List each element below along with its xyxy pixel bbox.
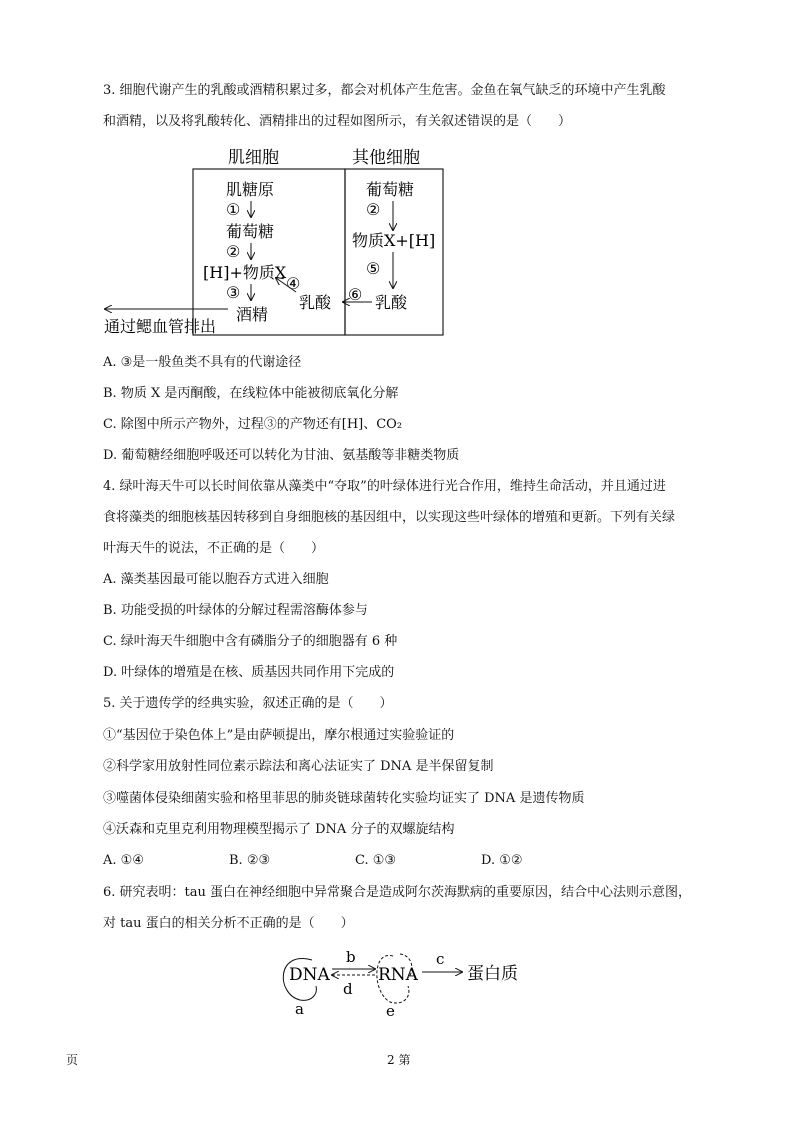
central-dogma-diagram [0, 942, 794, 1022]
q3-option-c: C. 除图中所示产物外，过程③的产物还有[H]、CO₂ [103, 417, 403, 432]
step4-label: ④ [286, 274, 301, 293]
lactic-right-label: 乳酸 [375, 293, 408, 312]
q4-stem-line2: 食将藻类的细胞核基因转移到自身细胞核的基因组中，以实现这些叶绿体的增殖和更新。下列有关绿 [103, 510, 676, 525]
label-d: d [343, 980, 353, 998]
q4-option-d: D. 叶绿体的增殖是在核、质基因共同作用下完成的 [103, 665, 395, 680]
label-b: b [346, 948, 356, 966]
muscle-cell-title: 肌细胞 [228, 148, 279, 168]
q5-option-d: D. ①② [481, 853, 523, 868]
h-substance-x-label: [H]+物质X [203, 263, 287, 282]
q4-stem-line3: 叶海天牛的说法，不正确的是（ ） [103, 541, 325, 556]
q5-statement-2: ②科学家用放射性同位素示踪法和离心法证实了 DNA 是半保留复制 [103, 759, 494, 774]
label-e: e [386, 1002, 395, 1020]
q5-option-a: A. ①④ [103, 853, 144, 868]
q5-stem: 5. 关于遗传学的经典实验，叙述正确的是（ ） [103, 696, 393, 711]
substance-x-h-label: 物质X+[H] [352, 231, 436, 250]
step1-label: ① [226, 200, 241, 219]
alcohol-label: 酒精 [236, 305, 269, 324]
q5-option-c: C. ①③ [355, 853, 397, 868]
dna-label: DNA [289, 965, 330, 985]
q5-statement-4: ④沃森和克里克利用物理模型揭示了 DNA 分子的双螺旋结构 [103, 822, 455, 837]
label-c: c [436, 950, 445, 968]
q6-stem-line1: 6. 研究表明：tau 蛋白在神经细胞中异常聚合是造成阿尔茨海默病的重要原因，结合中心法则示意图， [103, 885, 692, 900]
q3-metabolism-diagram [0, 140, 794, 340]
q3-stem-line2: 和酒精，以及将乳酸转化、酒精排出的过程如图所示，有关叙述错误的是（ ） [103, 114, 572, 129]
q5-option-b: B. ②③ [229, 853, 271, 868]
q3-stem-line1: 3. 细胞代谢产生的乳酸或酒精积累过多，都会对机体产生危害。金鱼在氧气缺乏的环境中产生乳酸 [103, 83, 666, 98]
step5-label: ⑤ [366, 259, 381, 278]
other-cell-title: 其他细胞 [352, 148, 420, 168]
excrete-label: 通过鳃血管排出 [104, 317, 217, 336]
glucose-right-label: 葡萄糖 [366, 180, 415, 199]
q5-statement-1: ①“基因位于染色体上”是由萨顿提出，摩尔根通过实验验证的 [103, 728, 455, 743]
footer-page-number: 2 第 [387, 1053, 411, 1067]
label-a: a [295, 1000, 304, 1018]
q6-stem-line2: 对 tau 蛋白的相关分析不正确的是（ ） [103, 916, 354, 931]
step2-left-label: ② [226, 242, 241, 261]
q3-option-b: B. 物质 X 是丙酮酸，在线粒体中能被彻底氧化分解 [103, 386, 399, 401]
q4-stem-line1: 4. 绿叶海天牛可以长时间依靠从藻类中“夺取”的叶绿体进行光合作用，维持生命活动，并且通过进 [103, 479, 666, 494]
rna-label: RNA [378, 965, 418, 985]
q5-statement-3: ③噬菌体侵染细菌实验和格里菲思的肺炎链球菌转化实验均证实了 DNA 是遗传物质 [103, 791, 585, 806]
step2-right-label: ② [366, 200, 381, 219]
q3-option-a: A. ③是一般鱼类不具有的代谢途径 [103, 355, 302, 370]
lactic-left-label: 乳酸 [299, 293, 332, 312]
q3-option-d: D. 葡萄糖经细胞呼吸还可以转化为甘油、氨基酸等非糖类物质 [103, 448, 460, 463]
protein-label: 蛋白质 [467, 964, 518, 984]
step6-label: ⑥ [348, 285, 363, 304]
q4-option-c: C. 绿叶海天牛细胞中含有磷脂分子的细胞器有 6 种 [103, 634, 398, 649]
glucose-left-label: 葡萄糖 [226, 222, 275, 241]
glycogen-label: 肌糖原 [226, 180, 275, 199]
q4-option-b: B. 功能受损的叶绿体的分解过程需溶酶体参与 [103, 603, 368, 618]
step3-label: ③ [226, 283, 241, 302]
q4-option-a: A. 藻类基因最可能以胞吞方式进入细胞 [103, 572, 329, 587]
footer-left: 页 [66, 1053, 79, 1067]
